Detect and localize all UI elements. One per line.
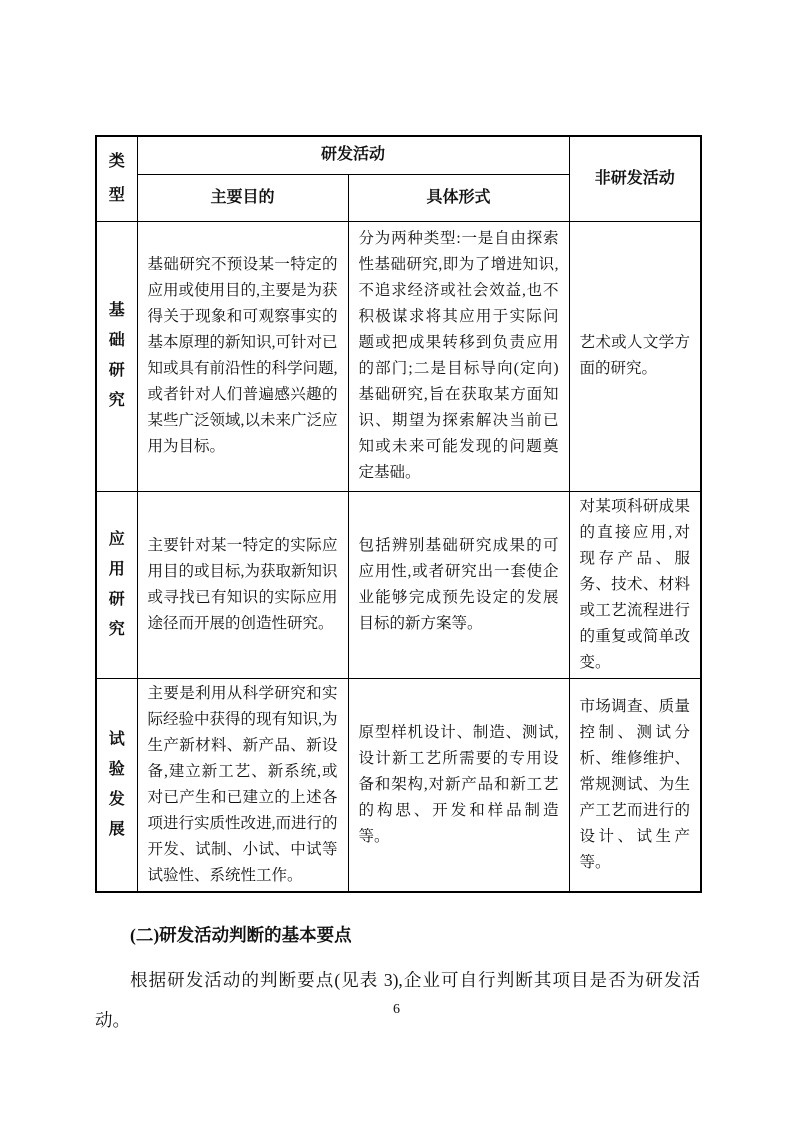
- cell-main-purpose: 主要是利用从科学研究和实际经验中获得的现有知识,为生产新材料、新产品、新设备,建立新工艺、新系统,或对已产生和已建立的上述各项进行实质性改进,而进行的开发、试制、小试、中试等试验性、系统性工作。: [137, 678, 348, 892]
- table-header-type: 类型: [96, 136, 137, 221]
- cell-specific-form: 包括辨别基础研究成果的可应用性,或者研究出一套使企业能够完成预先设定的发展目标的新方案等。: [348, 491, 569, 678]
- cell-main-purpose: 主要针对某一特定的实际应用目的或目标,为获取新知识或寻找已有知识的实际应用途径而开展的创造性研究。: [137, 491, 348, 678]
- page-number: 6: [393, 1002, 400, 1017]
- cell-non-rd: 艺术或人文学方面的研究。: [569, 221, 701, 491]
- table-row-experimental-development: [96, 678, 701, 892]
- table-header-non-rd: 非研发活动: [569, 136, 701, 221]
- table-header-specific-form: 具体形式: [348, 174, 569, 221]
- cell-specific-form: 原型样机设计、制造、测试,设计新工艺所需要的专用设备和架构,对新产品和新工艺的构思、开发和样品制造等。: [348, 678, 569, 892]
- cell-non-rd: 对某项科研成果的直接应用,对现存产品、服务、技术、材料或工艺流程进行的重复或简单改变。: [569, 491, 701, 678]
- cell-non-rd: 市场调查、质量控制、测试分析、维修维护、常规测试、为生产工艺而进行的设计、试生产等。: [569, 678, 701, 892]
- row-type-label: 试验发展: [96, 678, 137, 892]
- table-row-applied-research: [96, 491, 701, 678]
- rd-activities-table: [95, 135, 702, 893]
- table-row-basic-research: [96, 221, 701, 491]
- section-heading: (二)研发活动判断的基本要点: [130, 924, 352, 945]
- cell-specific-form: 分为两种类型:一是自由探索性基础研究,即为了增进知识,不追求经济或社会效益,也不积极谋求将其应用于实际问题或把成果转移到负责应用的部门;二是目标导向(定向)基础研究,旨在获取某方面知识、期望为探索解决当前已知或未来可能发现的问题奠定基础。: [348, 221, 569, 491]
- table-header-rd-activities: 研发活动: [137, 136, 569, 174]
- row-type-label: 应用研究: [96, 491, 137, 678]
- row-type-label: 基础研究: [96, 221, 137, 491]
- table-header-main-purpose: 主要目的: [137, 174, 348, 221]
- cell-main-purpose: 基础研究不预设某一特定的应用或使用目的,主要是为获得关于现象和可观察事实的基本原理的新知识,可针对已知或具有前沿性的科学问题,或者针对人们普遍感兴趣的某些广泛领域,以未来广泛应用为目标。: [137, 221, 348, 491]
- body-paragraph: 根据研发活动的判断要点(见表 3),企业可自行判断其项目是否为研发活动。: [95, 969, 700, 1030]
- table-header-row-1: [96, 136, 701, 174]
